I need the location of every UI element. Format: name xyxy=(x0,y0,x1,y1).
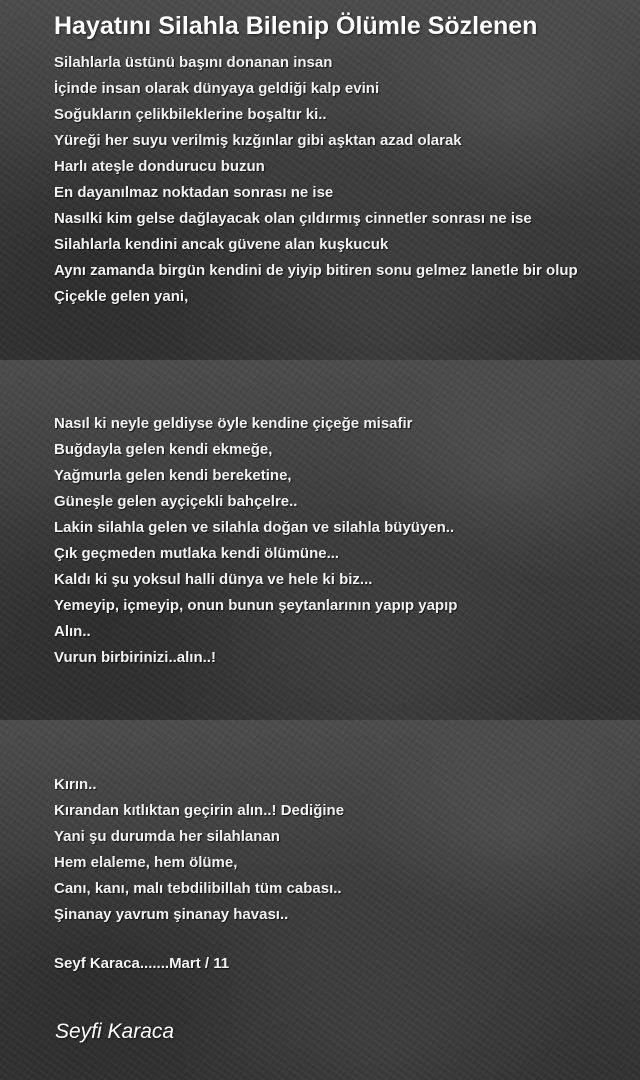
poem-line: Şinanay yavrum şinanay havası.. xyxy=(54,906,289,923)
poem-line: Güneşle gelen ayçiçekli bahçelre.. xyxy=(54,493,298,510)
poem-panel-2 xyxy=(0,360,640,720)
poem-line: Hem elaleme, hem ölüme, xyxy=(54,854,238,871)
poem-line: Vurun birbirinizi..alın..! xyxy=(54,649,216,666)
poem-line: Lakin silahla gelen ve silahla doğan ve silahla büyüyen.. xyxy=(54,519,455,536)
poem-line: Kırın.. xyxy=(54,776,97,793)
poem-line: Çiçekle gelen yani, xyxy=(54,288,189,305)
author-name: Seyfi Karaca xyxy=(55,1020,175,1043)
poem-panel-3 xyxy=(0,720,640,1080)
poem-line: Yani şu durumda her silahlanan xyxy=(54,828,280,845)
poem-line: Yağmurla gelen kendi bereketine, xyxy=(54,467,292,484)
poem-line: Nasılki kim gelse dağlayacak olan çıldırmış cinnetler sonrası ne ise xyxy=(54,210,532,227)
poem-line: Yüreği her suyu verilmiş kızğınlar gibi aşktan azad olarak xyxy=(54,132,462,149)
poem-line: Soğukların çelikbileklerine boşaltır ki.. xyxy=(54,106,327,123)
stanza-2 xyxy=(54,411,457,671)
poem-line: Aynı zamanda birgün kendini de yiyip bitiren sonu gelmez lanetle bir olup xyxy=(54,262,578,279)
poem-line: Kırandan kıtlıktan geçirin alın..! Dediğine xyxy=(54,802,345,819)
stanza-1 xyxy=(54,50,578,310)
poem-line: İçinde insan olarak dünyaya geldiği kalp evini xyxy=(54,80,380,97)
poem-line: Harlı ateşle dondurucu buzun xyxy=(54,158,265,175)
poem-line: Yemeyip, içmeyip, onun bunun şeytanlarının yapıp yapıp xyxy=(54,597,458,614)
poem-line: Çık geçmeden mutlaka kendi ölümüne... xyxy=(54,545,340,562)
poem-line: Silahlarla üstünü başını donanan insan xyxy=(54,54,333,71)
poem-line: Canı, kanı, malı tebdilibillah tüm cabası.. xyxy=(54,880,342,897)
poem-panel-1 xyxy=(0,0,640,360)
poem-title: Hayatını Silahla Bilenip Ölümle Sözlenen xyxy=(54,12,538,40)
poem-line: Kaldı ki şu yoksul halli dünya ve hele ki biz... xyxy=(54,571,373,588)
poem-line: Buğdayla gelen kendi ekmeğe, xyxy=(54,441,273,458)
poem-line: En dayanılmaz noktadan sonrası ne ise xyxy=(54,184,334,201)
poem-line: Nasıl ki neyle geldiyse öyle kendine çiçeğe misafir xyxy=(54,415,413,432)
poem-signature-line: Seyf Karaca.......Mart / 11 xyxy=(54,955,230,972)
stanza-3 xyxy=(54,772,344,928)
poem-line: Alın.. xyxy=(54,623,91,640)
poem-line: Silahlarla kendini ancak güvene alan kuşkucuk xyxy=(54,236,389,253)
